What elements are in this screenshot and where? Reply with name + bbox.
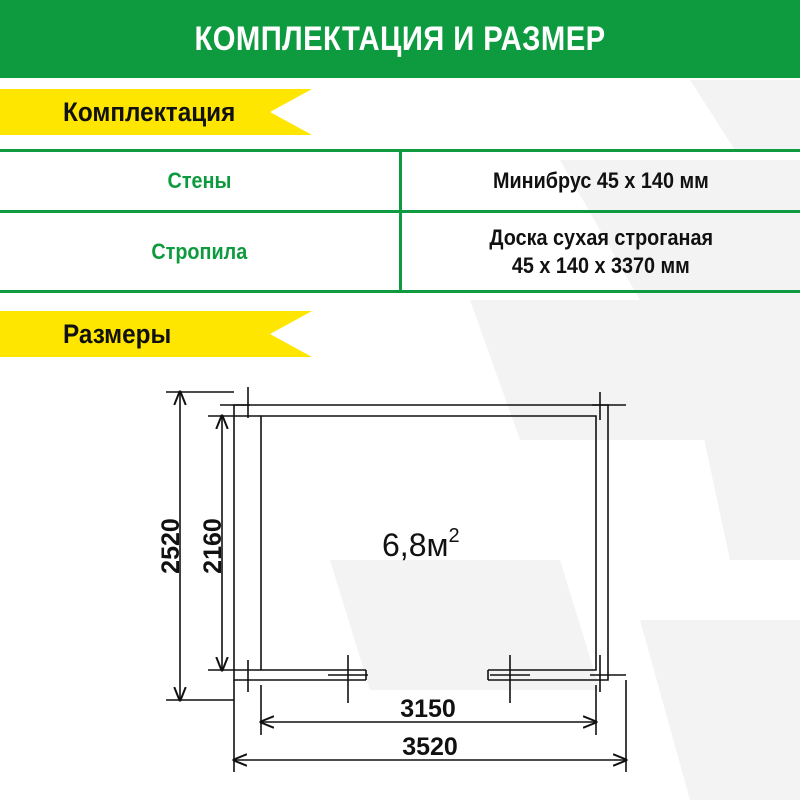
dim-label-inner-width: 3150 <box>400 695 456 723</box>
dim-label-inner-height: 2160 <box>199 518 227 574</box>
rafters-value-line-2: 45 х 140 х 3370 мм <box>512 252 690 278</box>
section-title-komplektatsiya: Комплектация <box>63 97 236 127</box>
walls-value: Минибрус 45 х 140 мм <box>493 168 709 193</box>
area-value: 6,8м <box>382 527 449 563</box>
area-superscript: 2 <box>448 525 460 547</box>
section-title-razmery: Размеры <box>63 319 172 349</box>
rafters-label: Стропила <box>151 238 248 264</box>
rafters-value-line-1: Доска сухая строганая <box>489 224 713 250</box>
dim-label-outer-width: 3520 <box>402 733 458 761</box>
area-label <box>382 525 460 563</box>
walls-label: Стены <box>167 168 232 193</box>
dim-label-outer-height: 2520 <box>157 518 185 574</box>
page-title: КОМПЛЕКТАЦИЯ И РАЗМЕР <box>194 19 606 58</box>
